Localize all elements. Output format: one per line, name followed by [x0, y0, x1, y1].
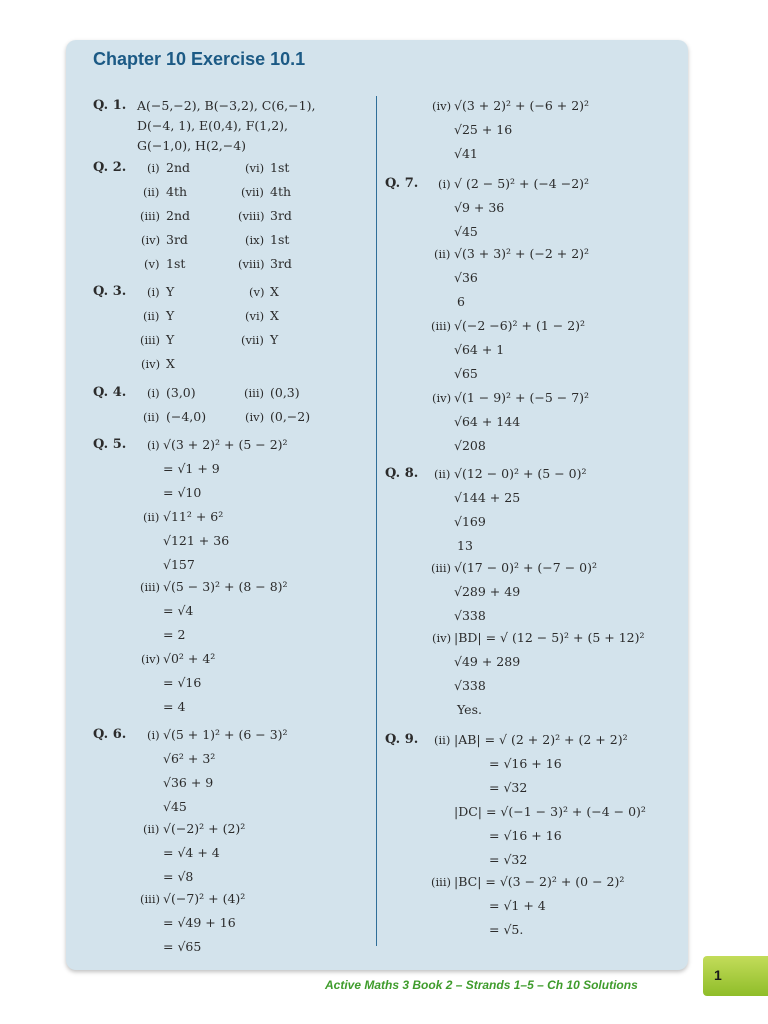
answer-line: √11² + 6²	[163, 509, 224, 524]
part-label: (i)	[438, 177, 451, 191]
part-label: (ii)	[143, 410, 160, 424]
answer-line: √41	[454, 146, 478, 161]
part-label: (iv)	[141, 233, 161, 247]
part-label: (ii)	[143, 309, 160, 323]
page-number-tab	[703, 956, 768, 996]
answer-line: = √4 + 4	[163, 845, 220, 860]
answer-line: √0² + 4²	[163, 651, 216, 666]
answer-line: 6	[457, 294, 465, 309]
part-label: (iv)	[432, 391, 452, 405]
part-label: (ix)	[245, 233, 265, 247]
part-label: (v)	[144, 257, 160, 271]
answer-line: 1st	[270, 160, 290, 175]
answer-line: √(5 + 1)² + (6 − 3)²	[163, 727, 288, 742]
answer-line: √338	[454, 678, 486, 693]
answer-line: X	[270, 308, 279, 323]
answer-line: (−4,0)	[166, 409, 207, 424]
answer-line: 2nd	[166, 208, 191, 223]
answer-line: √ (2 − 5)² + (−4 −2)²	[454, 176, 590, 191]
answer-line: = √8	[163, 869, 194, 884]
part-label: (viii)	[238, 257, 265, 271]
answer-line: √64 + 1	[454, 342, 505, 357]
answer-line: Yes.	[457, 702, 482, 717]
part-label: (iii)	[431, 561, 452, 575]
answer-line: 3rd	[166, 232, 188, 247]
answer-line: √(−7)² + (4)²	[163, 891, 246, 906]
answer-line: = √10	[163, 485, 202, 500]
part-label: (i)	[147, 386, 160, 400]
part-label: (i)	[147, 161, 160, 175]
answer-line: X	[270, 284, 279, 299]
part-label: (ii)	[143, 185, 160, 199]
page-title: Chapter 10 Exercise 10.1	[93, 49, 306, 69]
answer-line: (3,0)	[166, 385, 196, 400]
answer-line: √(17 − 0)² + (−7 − 0)²	[454, 560, 597, 575]
question-number: Q. 5.	[93, 437, 127, 452]
part-label: (ii)	[143, 822, 160, 836]
column-divider	[376, 96, 377, 946]
answer-line: √(−2 −6)² + (1 − 2)²	[454, 318, 586, 333]
part-label: (iii)	[140, 580, 161, 594]
question-number: Q. 8.	[385, 466, 419, 481]
answer-line: = √1 + 9	[163, 461, 220, 476]
answer-line: √9 + 36	[454, 200, 505, 215]
answer-line: G(−1,0), H(2,−4)	[137, 138, 247, 153]
answer-line: √6² + 3²	[163, 751, 216, 766]
answer-line: = √5.	[489, 922, 524, 937]
question-number: Q. 4.	[93, 385, 127, 400]
part-label: (i)	[147, 728, 160, 742]
answer-line: |AB| = √ (2 + 2)² + (2 + 2)²	[454, 732, 628, 747]
answer-line: (0,3)	[270, 385, 300, 400]
part-label: (vii)	[241, 185, 264, 199]
answer-line: = √49 + 16	[163, 915, 236, 930]
answer-line: |BD| = √ (12 − 5)² + (5 + 12)²	[454, 630, 645, 645]
answer-line: 3rd	[270, 256, 292, 271]
answer-line: = √32	[489, 780, 528, 795]
answer-line: √(3 + 2)² + (5 − 2)²	[163, 437, 288, 452]
answer-line: Y	[166, 332, 175, 347]
answer-line: 1st	[166, 256, 186, 271]
answer-line: = √16 + 16	[489, 828, 562, 843]
footer-text: Active Maths 3 Book 2 – Strands 1–5 – Ch 10 Solutions	[325, 978, 638, 992]
part-label: (iv)	[141, 357, 161, 371]
answer-line: 4th	[166, 184, 188, 199]
answer-line: √(3 + 3)² + (−2 + 2)²	[454, 246, 590, 261]
answer-line: √45	[163, 799, 187, 814]
answer-line: √36 + 9	[163, 775, 214, 790]
part-label: (i)	[147, 438, 160, 452]
answer-line: 2nd	[166, 160, 191, 175]
answer-line: = √4	[163, 603, 194, 618]
answer-line: Y	[166, 284, 175, 299]
part-label: (vi)	[245, 309, 265, 323]
answer-line: 4th	[270, 184, 292, 199]
part-label: (iii)	[140, 892, 161, 906]
question-number: Q. 7.	[385, 176, 419, 191]
page-number: 1	[714, 967, 722, 983]
answer-line: √338	[454, 608, 486, 623]
answer-line: √121 + 36	[163, 533, 230, 548]
answer-line: √(5 − 3)² + (8 − 8)²	[163, 579, 288, 594]
part-label: (iii)	[431, 319, 452, 333]
answer-line: = √32	[489, 852, 528, 867]
answer-line: Y	[270, 332, 279, 347]
answer-line: |BC| = √(3 − 2)² + (0 − 2)²	[454, 874, 625, 889]
answer-line: D(−4, 1), E(0,4), F(1,2),	[137, 118, 289, 133]
answer-line: = √16 + 16	[489, 756, 562, 771]
answer-line: √(1 − 9)² + (−5 − 7)²	[454, 390, 590, 405]
answer-line: Y	[166, 308, 175, 323]
answer-line: √289 + 49	[454, 584, 521, 599]
answer-line: |DC| = √(−1 − 3)² + (−4 − 0)²	[454, 804, 646, 819]
answer-line: √(−2)² + (2)²	[163, 821, 246, 836]
part-label: (viii)	[238, 209, 265, 223]
answer-line: = √1 + 4	[489, 898, 546, 913]
answer-line: √(12 − 0)² + (5 − 0)²	[454, 466, 587, 481]
answer-line: √169	[454, 514, 486, 529]
answer-line: √45	[454, 224, 478, 239]
answer-line: √157	[163, 557, 195, 572]
answer-line: X	[166, 356, 175, 371]
answer-line: A(−5,−2), B(−3,2), C(6,−1),	[137, 98, 316, 113]
part-label: (vii)	[241, 333, 264, 347]
part-label: (iii)	[140, 209, 161, 223]
part-label: (ii)	[143, 510, 160, 524]
part-label: (ii)	[434, 247, 451, 261]
answer-line: = 2	[163, 627, 186, 642]
answer-line: (0,−2)	[270, 409, 311, 424]
part-label: (i)	[147, 285, 160, 299]
question-number: Q. 2.	[93, 160, 127, 175]
answer-line: √49 + 289	[454, 654, 521, 669]
question-number: Q. 3.	[93, 284, 127, 299]
answer-line: = 4	[163, 699, 186, 714]
question-number: Q. 6.	[93, 727, 127, 742]
part-label: (iv)	[245, 410, 265, 424]
part-label: (v)	[249, 285, 265, 299]
part-label: (ii)	[434, 467, 451, 481]
answer-line: 13	[457, 538, 473, 553]
answer-line: √25 + 16	[454, 122, 513, 137]
answer-line: √208	[454, 438, 486, 453]
part-label: (iii)	[431, 875, 452, 889]
answer-line: √144 + 25	[454, 490, 521, 505]
part-label: (iii)	[140, 333, 161, 347]
answer-line: √64 + 144	[454, 414, 521, 429]
part-label: (vi)	[245, 161, 265, 175]
answer-line: √65	[454, 366, 478, 381]
answer-line: √36	[454, 270, 478, 285]
answer-line: = √16	[163, 675, 202, 690]
question-number: Q. 9.	[385, 732, 419, 747]
part-label: (iv)	[432, 99, 452, 113]
part-label: (iv)	[141, 652, 161, 666]
answer-line: √(3 + 2)² + (−6 + 2)²	[454, 98, 590, 113]
part-label: (iv)	[432, 631, 452, 645]
answer-line: 1st	[270, 232, 290, 247]
answer-line: 3rd	[270, 208, 292, 223]
part-label: (ii)	[434, 733, 451, 747]
question-number: Q. 1.	[93, 98, 127, 113]
part-label: (iii)	[244, 386, 265, 400]
answer-line: = √65	[163, 939, 202, 954]
